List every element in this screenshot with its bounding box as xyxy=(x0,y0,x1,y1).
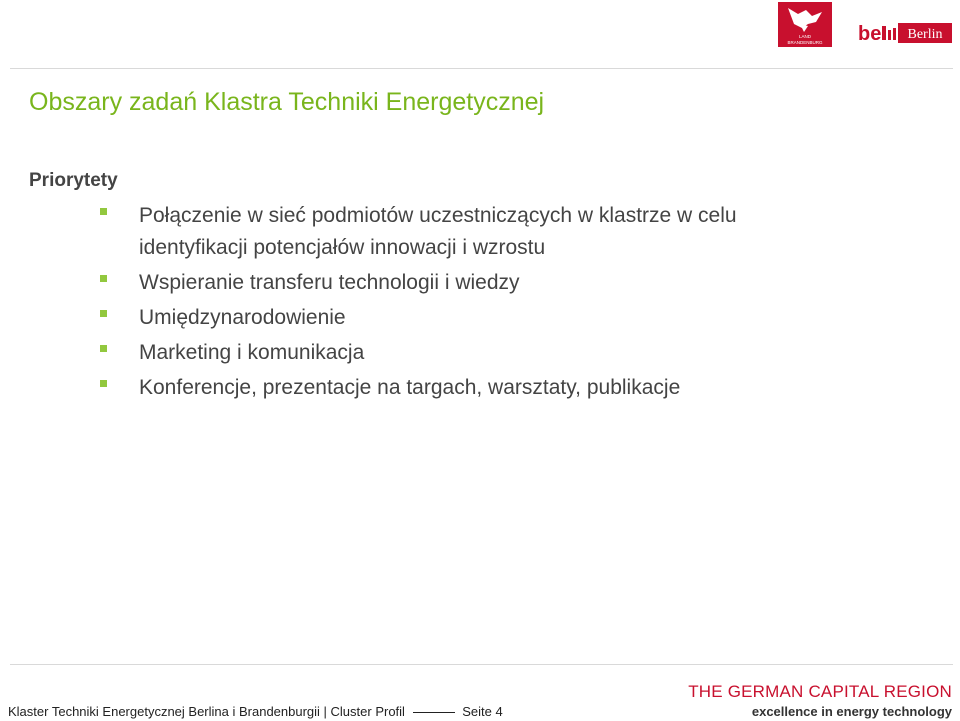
footer-left-text: Klaster Techniki Energetycznej Berlina i Brandenburgii | Cluster Profil xyxy=(8,704,405,719)
region-claim-subtitle: excellence in energy technology xyxy=(751,704,952,719)
brandenburg-eagle-icon xyxy=(778,2,832,47)
page-number: Seite 4 xyxy=(462,704,503,719)
list-item-text: Umiędzynarodowienie xyxy=(139,306,346,329)
svg-text:Berlin: Berlin xyxy=(907,27,943,42)
footer-dash xyxy=(413,712,455,713)
square-bullet-icon xyxy=(100,310,107,317)
list-item-text: Wspieranie transferu technologii i wiedzy xyxy=(139,271,520,294)
square-bullet-icon xyxy=(100,208,107,215)
footer-caption xyxy=(8,704,503,719)
svg-text:be: be xyxy=(858,23,882,45)
berlin-logo xyxy=(858,20,954,46)
slide-title: Obszary zadań Klastra Techniki Energetycznej xyxy=(29,88,545,116)
header-divider xyxy=(10,68,953,69)
brandenburg-logo xyxy=(778,2,832,47)
square-bullet-icon xyxy=(100,345,107,352)
square-bullet-icon xyxy=(100,380,107,387)
list-item-text: Połączenie w sieć podmiotów uczestniczących w klastrze w celu identyfikacji potencjałów innowacji i wzrostu xyxy=(139,204,737,259)
square-bullet-icon xyxy=(100,275,107,282)
section-heading: Priorytety xyxy=(29,170,118,191)
list-item-text: Marketing i komunikacja xyxy=(139,341,365,364)
svg-text:BRANDENBURG: BRANDENBURG xyxy=(787,40,823,45)
region-claim-title: THE GERMAN CAPITAL REGION xyxy=(688,682,952,701)
be-berlin-logo-icon xyxy=(858,20,954,46)
list-item-text: Konferencje, prezentacje na targach, warsztaty, publikacje xyxy=(139,376,681,399)
svg-text:LAND: LAND xyxy=(798,34,812,39)
region-claim xyxy=(688,682,952,719)
footer-divider xyxy=(10,664,953,665)
